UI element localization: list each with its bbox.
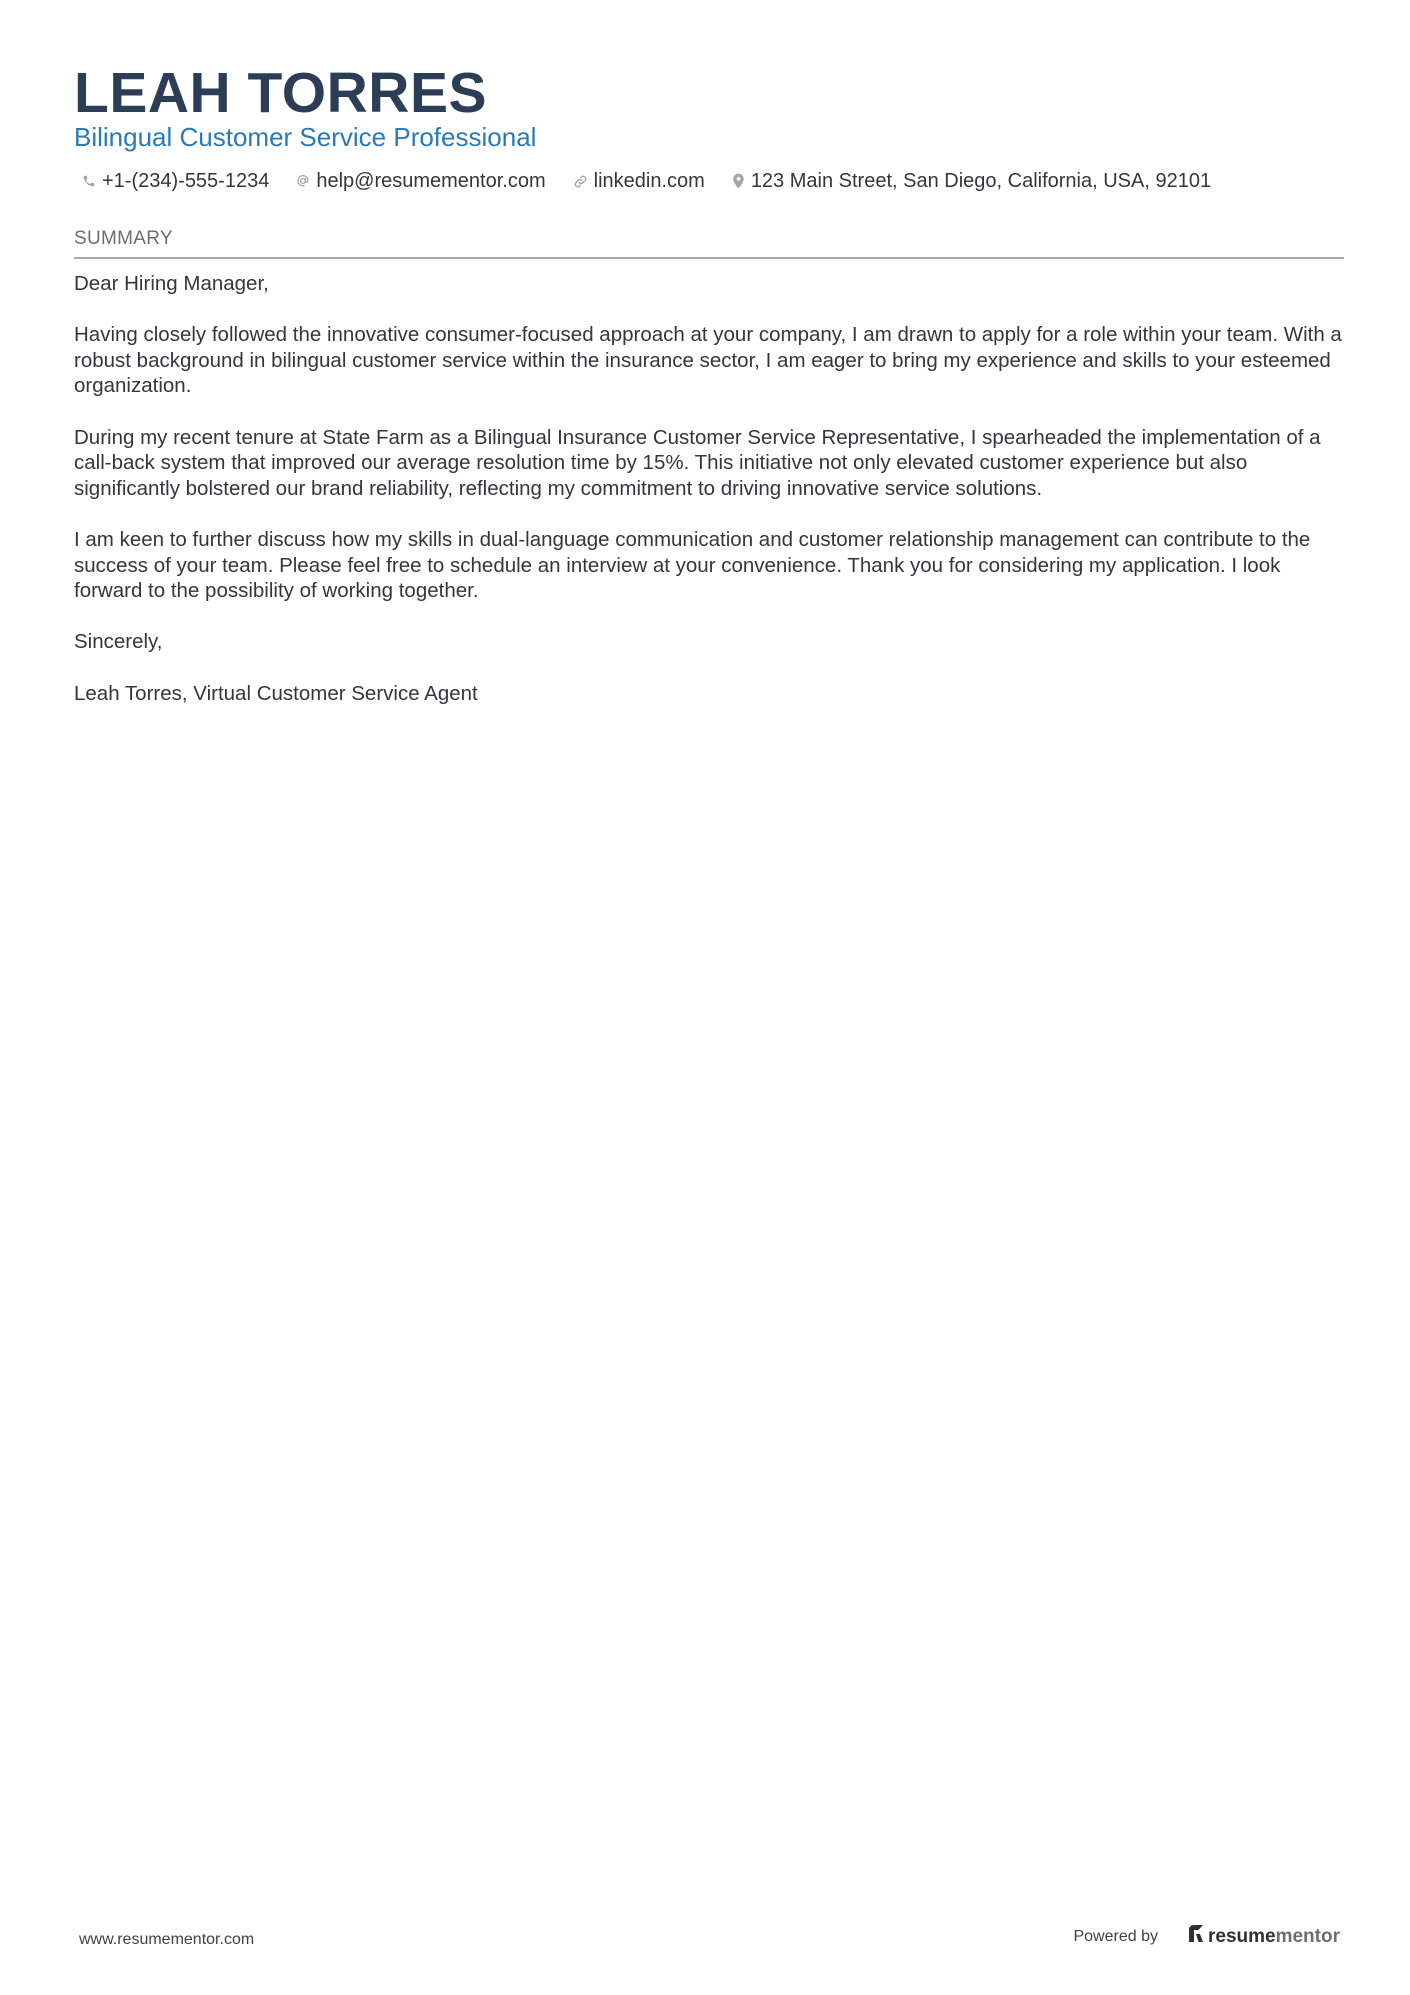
contact-phone-text: +1-(234)-555-1234 xyxy=(102,170,270,192)
closing: Sincerely, xyxy=(74,630,163,654)
powered-by-label: Powered by xyxy=(1073,1928,1158,1945)
contact-linkedin[interactable] xyxy=(573,166,705,196)
section-title: SUMMARY xyxy=(74,228,173,249)
contact-bar xyxy=(82,166,1211,196)
candidate-name: LEAH TORRES xyxy=(74,61,487,125)
contact-phone xyxy=(82,166,269,196)
signature-line: Leah Torres, Virtual Customer Service Agent xyxy=(74,681,478,705)
footer-website[interactable]: www.resumementor.com xyxy=(79,1931,255,1948)
resumementor-logo[interactable] xyxy=(1188,1924,1340,1950)
contact-email[interactable] xyxy=(296,166,545,196)
letter-paragraph: Having closely followed the innovative consumer-focused approach at your company, I am drawn to apply for a role within your team. With a robust background in bilingual customer service within the insurance sector, I am eager to bring my experience and skills to your esteemed organization. xyxy=(74,323,1342,398)
contact-address xyxy=(732,166,1211,196)
location-pin-icon xyxy=(732,173,745,189)
letter-paragraph: I am keen to further discuss how my skills in dual-language communication and customer relationship management can contribute to the success of your team. Please feel free to schedule an interview at your convenience. Thank you for considering my application. I look forward to the possibility of working together. xyxy=(74,527,1311,603)
brand-word-resume: resume xyxy=(1207,1926,1276,1947)
link-icon xyxy=(573,174,588,189)
footer-branding xyxy=(1073,1924,1340,1950)
at-icon xyxy=(296,174,310,188)
letter-paragraph: During my recent tenure at State Farm as a Bilingual Insurance Customer Service Representative, I spearheaded the implementation of a call-back system that improved our average resolution time by 15%. This initiative not only elevated customer experience but also significantly bolstered our brand reliability, reflecting my commitment to driving innovative service solutions. xyxy=(74,425,1321,500)
salutation: Dear Hiring Manager, xyxy=(74,272,269,295)
contact-linkedin-text[interactable]: linkedin.com xyxy=(593,170,705,192)
letter-body xyxy=(74,271,1344,732)
contact-address-text: 123 Main Street, San Diego, California, USA, 92101 xyxy=(750,170,1212,192)
contact-email-text[interactable]: help@resumementor.com xyxy=(316,170,546,192)
phone-icon xyxy=(82,174,96,188)
summary-section-header xyxy=(74,227,1344,259)
logo-mark-icon xyxy=(1188,1924,1204,1950)
brand-word-mentor: mentor xyxy=(1275,1926,1340,1947)
cover-letter-page xyxy=(74,0,1344,1995)
candidate-title: Bilingual Customer Service Professional xyxy=(74,122,537,152)
